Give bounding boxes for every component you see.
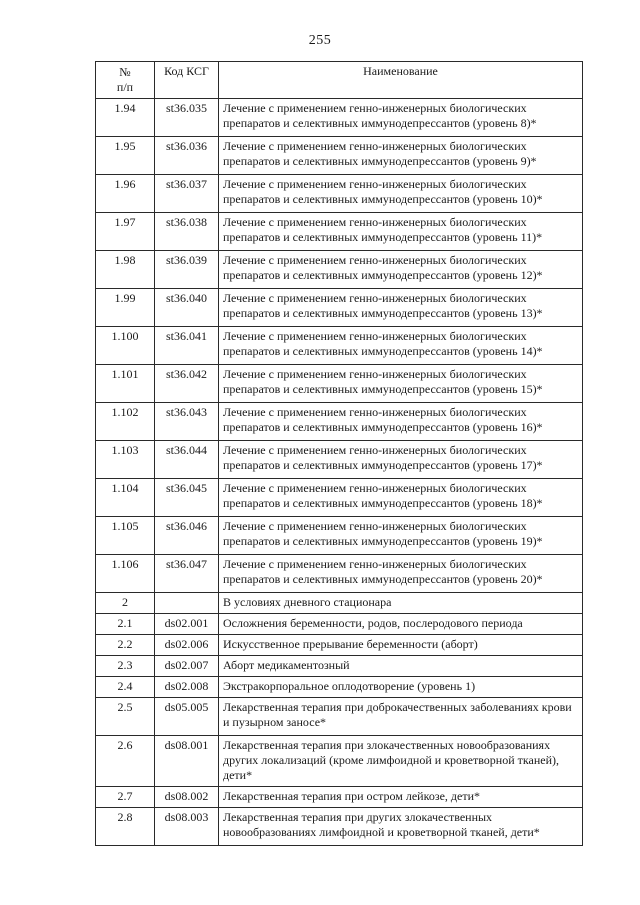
row-number: 1.94	[96, 99, 155, 137]
row-code: ds08.001	[155, 736, 219, 787]
row-number: 1.96	[96, 175, 155, 213]
row-number: 2.3	[96, 656, 155, 677]
row-number: 1.102	[96, 403, 155, 441]
row-number: 1.106	[96, 555, 155, 593]
row-number: 2.5	[96, 698, 155, 736]
header-number-line1: №	[119, 65, 131, 79]
table-row	[96, 365, 583, 403]
table-row	[96, 175, 583, 213]
row-number: 1.101	[96, 365, 155, 403]
table-row	[96, 99, 583, 137]
row-number: 1.105	[96, 517, 155, 555]
row-name: Лекарственная терапия при других злокачественных новообразованиях лимфоидной и кроветворной тканей, дети*	[219, 808, 583, 846]
header-code: Код КСГ	[155, 62, 219, 99]
row-number: 2.2	[96, 635, 155, 656]
row-name: Лечение с применением генно-инженерных биологических препаратов и селективных иммунодепрессантов (уровень 10)*	[219, 175, 583, 213]
table-row	[96, 656, 583, 677]
row-code	[155, 593, 219, 614]
table-row	[96, 614, 583, 635]
row-code: st36.044	[155, 441, 219, 479]
row-code: st36.045	[155, 479, 219, 517]
row-code: ds08.003	[155, 808, 219, 846]
row-code: ds02.008	[155, 677, 219, 698]
table-row	[96, 213, 583, 251]
row-name: Аборт медикаментозный	[219, 656, 583, 677]
row-code: st36.037	[155, 175, 219, 213]
section-row	[96, 593, 583, 614]
row-name: Лечение с применением генно-инженерных биологических препаратов и селективных иммунодепрессантов (уровень 19)*	[219, 517, 583, 555]
row-code: ds02.007	[155, 656, 219, 677]
header-number-line2: п/п	[116, 80, 134, 94]
row-code: st36.040	[155, 289, 219, 327]
row-name: Лечение с применением генно-инженерных биологических препаратов и селективных иммунодепрессантов (уровень 17)*	[219, 441, 583, 479]
row-code: st36.046	[155, 517, 219, 555]
header-name: Наименование	[219, 62, 583, 99]
table-row	[96, 137, 583, 175]
table-row	[96, 635, 583, 656]
row-number: 1.104	[96, 479, 155, 517]
table-row	[96, 517, 583, 555]
table-row	[96, 251, 583, 289]
row-name: Искусственное прерывание беременности (аборт)	[219, 635, 583, 656]
row-name: Лечение с применением генно-инженерных биологических препаратов и селективных иммунодепрессантов (уровень 11)*	[219, 213, 583, 251]
row-code: ds02.001	[155, 614, 219, 635]
row-name: Лекарственная терапия при злокачественных новообразованиях других локализаций (кроме лимфоидной и кроветворной тканей), дети*	[219, 736, 583, 787]
row-number: 2.8	[96, 808, 155, 846]
table-row	[96, 736, 583, 787]
row-code: ds02.006	[155, 635, 219, 656]
row-name: Лечение с применением генно-инженерных биологических препаратов и селективных иммунодепрессантов (уровень 14)*	[219, 327, 583, 365]
row-name: Лечение с применением генно-инженерных биологических препаратов и селективных иммунодепрессантов (уровень 13)*	[219, 289, 583, 327]
row-number: 1.95	[96, 137, 155, 175]
table-row	[96, 441, 583, 479]
row-number: 1.98	[96, 251, 155, 289]
row-number: 1.97	[96, 213, 155, 251]
table-row	[96, 479, 583, 517]
row-code: st36.036	[155, 137, 219, 175]
table-header-row	[96, 62, 583, 99]
table-row	[96, 289, 583, 327]
row-number: 2.6	[96, 736, 155, 787]
page-number: 255	[308, 33, 332, 48]
row-number: 2.4	[96, 677, 155, 698]
row-name: Лекарственная терапия при доброкачественных заболеваниях крови и пузырном заносе*	[219, 698, 583, 736]
row-name: Лекарственная терапия при остром лейкозе, дети*	[219, 787, 583, 808]
row-name: Лечение с применением генно-инженерных биологических препаратов и селективных иммунодепрессантов (уровень 8)*	[219, 99, 583, 137]
row-code: st36.042	[155, 365, 219, 403]
row-name: Лечение с применением генно-инженерных биологических препаратов и селективных иммунодепрессантов (уровень 15)*	[219, 365, 583, 403]
row-code: st36.047	[155, 555, 219, 593]
row-number: 1.100	[96, 327, 155, 365]
row-code: ds05.005	[155, 698, 219, 736]
row-number: 1.103	[96, 441, 155, 479]
row-code: st36.038	[155, 213, 219, 251]
row-name: Экстракорпоральное оплодотворение (уровень 1)	[219, 677, 583, 698]
row-name: Лечение с применением генно-инженерных биологических препаратов и селективных иммунодепрессантов (уровень 20)*	[219, 555, 583, 593]
table-row	[96, 327, 583, 365]
row-code: st36.039	[155, 251, 219, 289]
table-row	[96, 787, 583, 808]
row-name: Осложнения беременности, родов, послеродового периода	[219, 614, 583, 635]
row-name: Лечение с применением генно-инженерных биологических препаратов и селективных иммунодепрессантов (уровень 16)*	[219, 403, 583, 441]
table-row	[96, 677, 583, 698]
row-name: Лечение с применением генно-инженерных биологических препаратов и селективных иммунодепрессантов (уровень 12)*	[219, 251, 583, 289]
table-row	[96, 403, 583, 441]
header-number	[96, 62, 155, 99]
row-name: Лечение с применением генно-инженерных биологических препаратов и селективных иммунодепрессантов (уровень 18)*	[219, 479, 583, 517]
section-title: В условиях дневного стационара	[219, 593, 583, 614]
row-number: 2.7	[96, 787, 155, 808]
table-row	[96, 555, 583, 593]
table-row	[96, 808, 583, 846]
row-name: Лечение с применением генно-инженерных биологических препаратов и селективных иммунодепрессантов (уровень 9)*	[219, 137, 583, 175]
row-code: st36.041	[155, 327, 219, 365]
row-code: st36.035	[155, 99, 219, 137]
ksg-table	[95, 61, 583, 846]
row-code: ds08.002	[155, 787, 219, 808]
row-number: 2.1	[96, 614, 155, 635]
table-row	[96, 698, 583, 736]
row-code: st36.043	[155, 403, 219, 441]
row-number: 2	[96, 593, 155, 614]
row-number: 1.99	[96, 289, 155, 327]
